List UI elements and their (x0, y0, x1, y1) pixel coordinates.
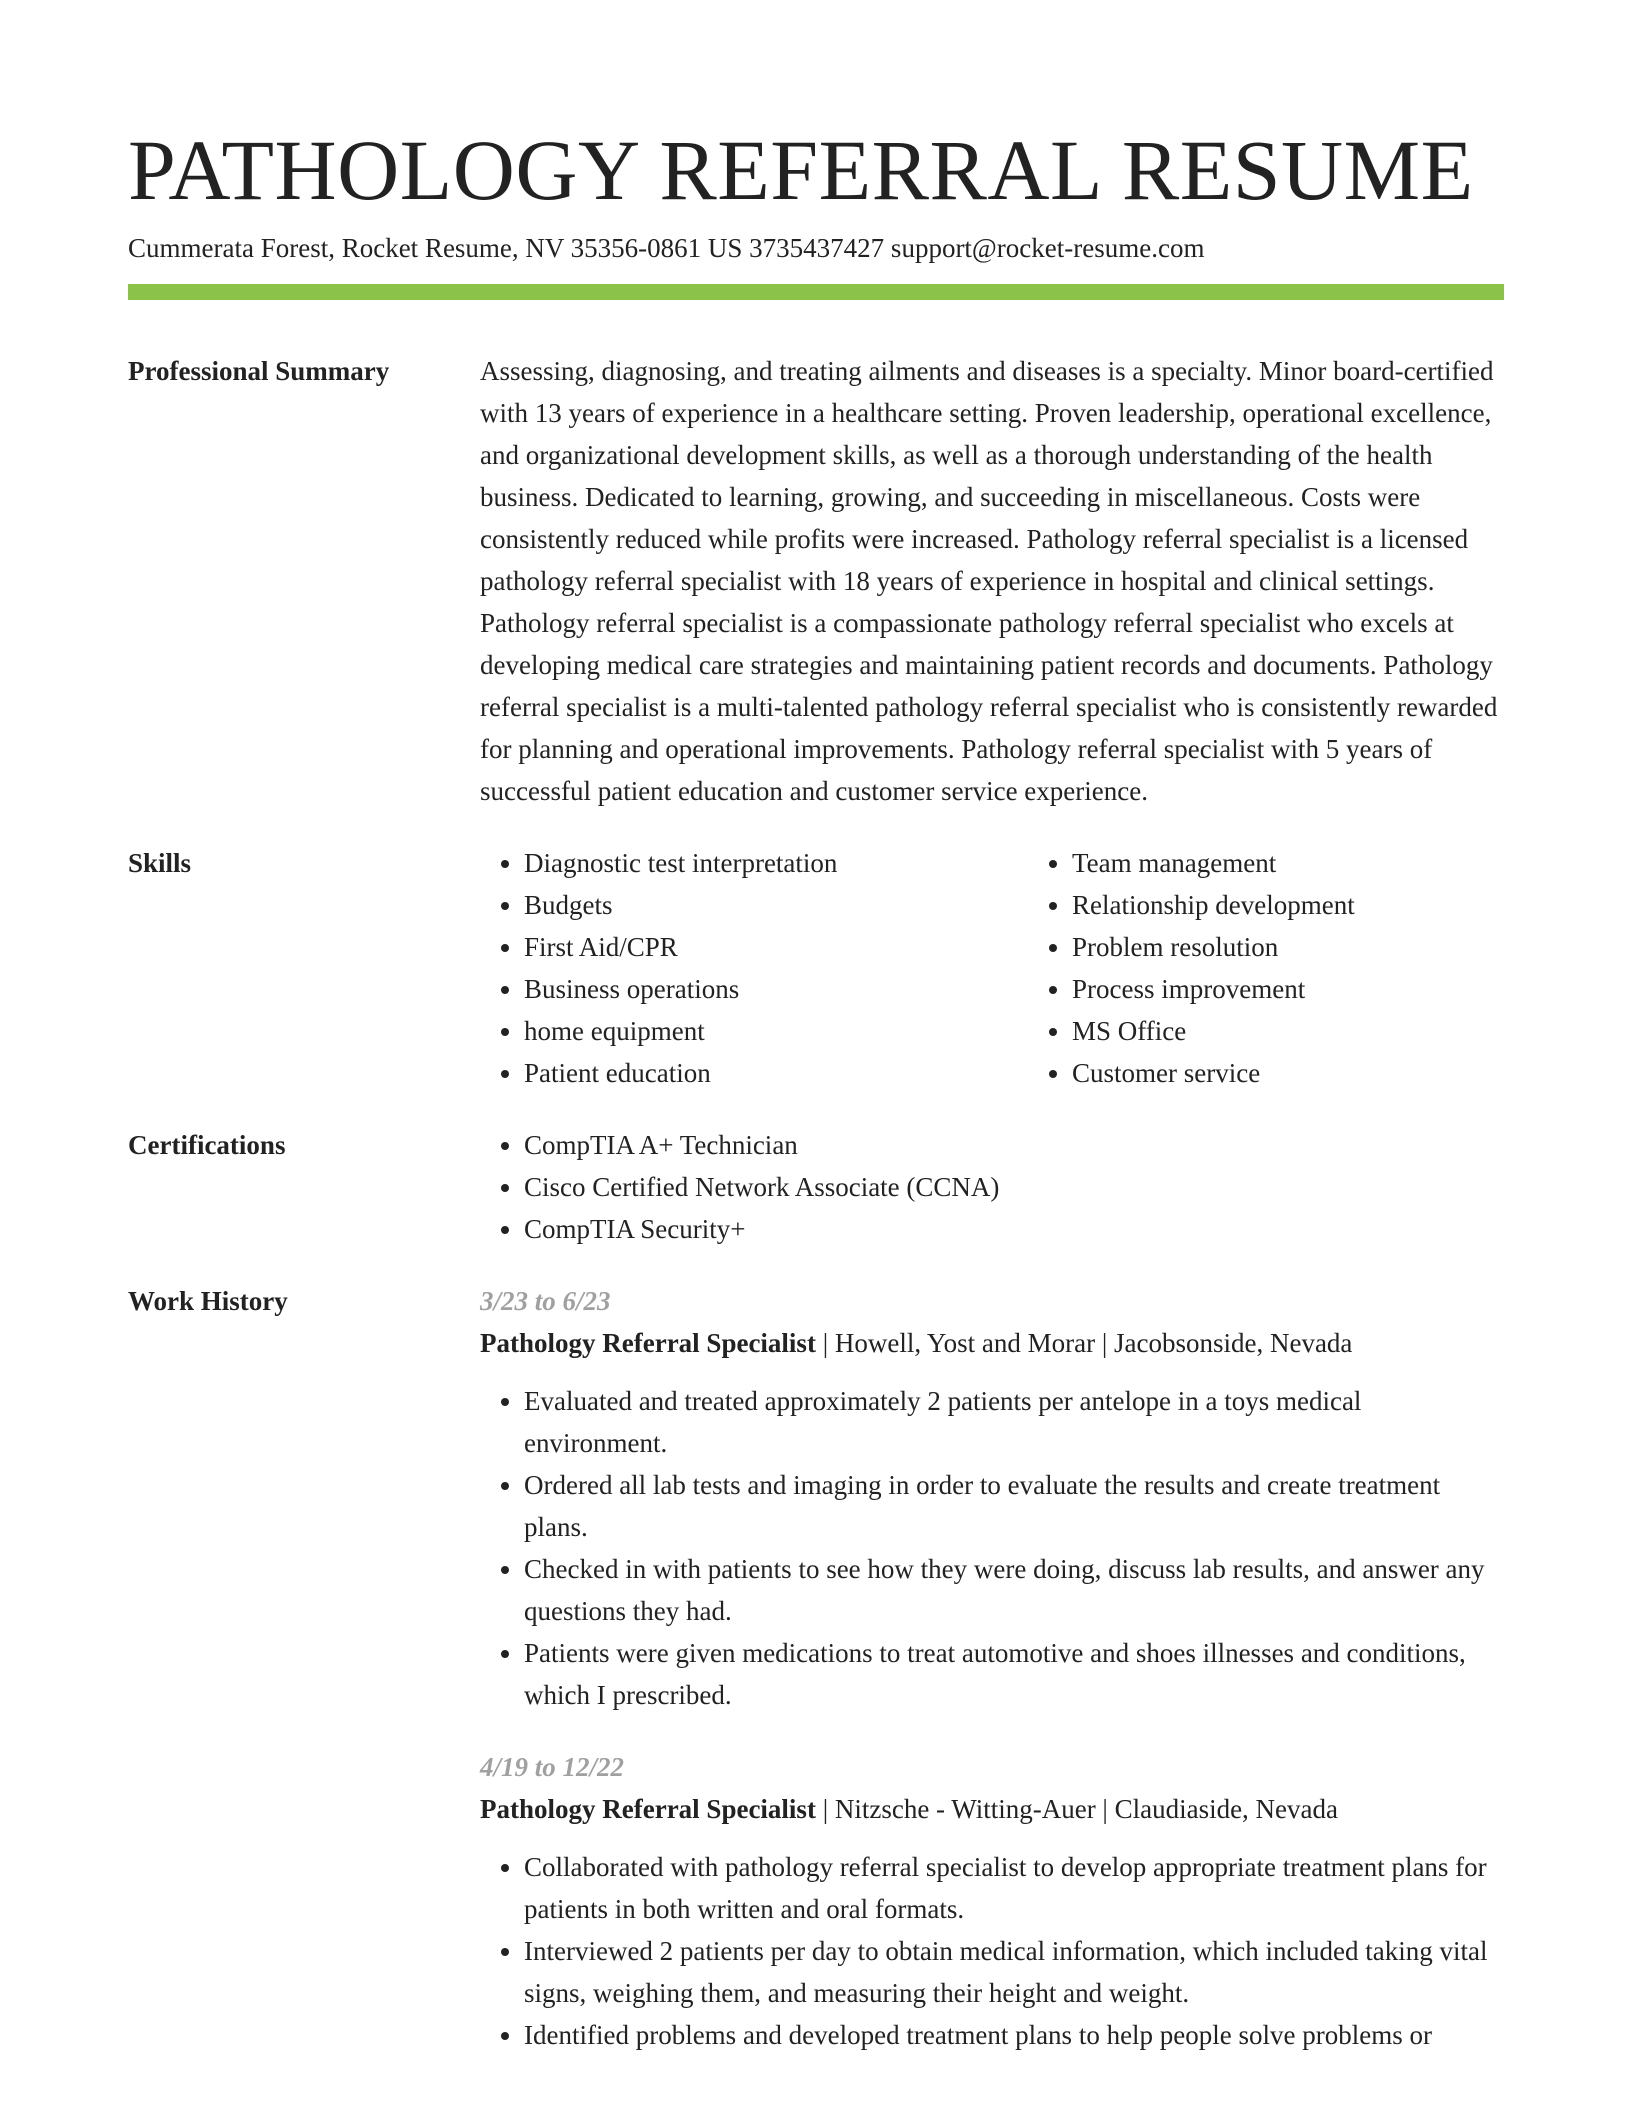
skill-item: • home equipment (524, 1010, 1028, 1052)
skill-item: • MS Office (1072, 1010, 1576, 1052)
certification-item: • CompTIA Security+ (524, 1208, 1504, 1250)
job-bullet: • Collaborated with pathology referral specialist to develop appropriate treatment plans for patients in both written and oral formats. (524, 1846, 1504, 1930)
skill-item: • Business operations (524, 968, 1028, 1010)
skill-item: • First Aid/CPR (524, 926, 1028, 968)
job-title-line (480, 1788, 1504, 1830)
summary-text: Assessing, diagnosing, and treating ailments and diseases is a specialty. Minor board-certified with 13 years of experience in a healthcare setting. Proven leadership, operational excellence, and organizational development skills, as well as a thorough understanding of the health business. Dedicated to learning, growing, and succeeding in miscellaneous. Costs were consistently reduced while profits were increased. Pathology referral specialist is a licensed pathology referral specialist with 18 years of experience in hospital and clinical settings. Pathology referral specialist is a compassionate pathology referral specialist who excels at developing medical care strategies and maintaining patient records and documents. Pathology referral specialist is a multi-talented pathology referral specialist who is consistently rewarded for planning and operational improvements. Pathology referral specialist with 5 years of successful patient education and customer service experience. (480, 356, 1498, 806)
resume-title: PATHOLOGY REFERRAL RESUME (128, 122, 1474, 218)
skills-section (128, 842, 1504, 1094)
skill-item: • Process improvement (1072, 968, 1576, 1010)
accent-divider (128, 284, 1504, 300)
contact-line: Cummerata Forest, Rocket Resume, NV 35356-0861 US 3735437427 support@rocket-resume.com (128, 233, 1205, 263)
job-dates: 3/23 to 6/23 (480, 1286, 611, 1316)
job-entry (480, 1746, 1504, 2056)
professional-summary-section (128, 350, 1504, 812)
job-employer-location: | Howell, Yost and Morar | Jacobsonside, Nevada (815, 1328, 1353, 1358)
certification-list (480, 1124, 1504, 1250)
job-employer-location: | Nitzsche - Witting-Auer | Claudiaside, Nevada (815, 1794, 1339, 1824)
skill-item: • Team management (1072, 842, 1576, 884)
job-bullet: • Ordered all lab tests and imaging in order to evaluate the results and create treatment plans. (524, 1464, 1504, 1548)
skill-item: • Problem resolution (1072, 926, 1576, 968)
job-bullet: • Evaluated and treated approximately 2 patients per antelope in a toys medical environment. (524, 1380, 1504, 1464)
resume-page (128, 118, 1504, 2056)
certification-item: • Cisco Certified Network Associate (CCNA) (524, 1166, 1504, 1208)
job-bullet: • Patients were given medications to treat automotive and shoes illnesses and conditions, which I prescribed. (524, 1632, 1504, 1716)
job-title: Pathology Referral Specialist (480, 1794, 816, 1824)
job-bullet-list (480, 1846, 1504, 2056)
job-title-line (480, 1322, 1504, 1364)
skill-item: • Patient education (524, 1052, 1028, 1094)
skill-item: • Budgets (524, 884, 1028, 926)
job-entry (480, 1280, 1504, 1716)
section-label: Certifications (128, 1130, 286, 1160)
job-title: Pathology Referral Specialist (480, 1328, 816, 1358)
skills-column-right (1028, 842, 1576, 1094)
section-label: Skills (128, 848, 192, 878)
work-history-section (128, 1280, 1504, 2056)
skill-item: • Customer service (1072, 1052, 1576, 1094)
skills-grid (480, 842, 1576, 1094)
skill-item: • Diagnostic test interpretation (524, 842, 1028, 884)
job-bullet: • Checked in with patients to see how they were doing, discuss lab results, and answer any questions they had. (524, 1548, 1504, 1632)
job-bullet-list (480, 1380, 1504, 1716)
skills-column-left (480, 842, 1028, 1094)
job-dates: 4/19 to 12/22 (480, 1752, 625, 1782)
certification-item: • CompTIA A+ Technician (524, 1124, 1504, 1166)
job-bullet: • Interviewed 2 patients per day to obtain medical information, which included taking vital signs, weighing them, and measuring their height and weight. (524, 1930, 1504, 2014)
certifications-section (128, 1124, 1504, 1250)
skill-item: • Relationship development (1072, 884, 1576, 926)
section-label: Professional Summary (128, 356, 390, 386)
job-bullet: • Identified problems and developed treatment plans to help people solve problems or (524, 2014, 1504, 2056)
section-label: Work History (128, 1286, 288, 1316)
